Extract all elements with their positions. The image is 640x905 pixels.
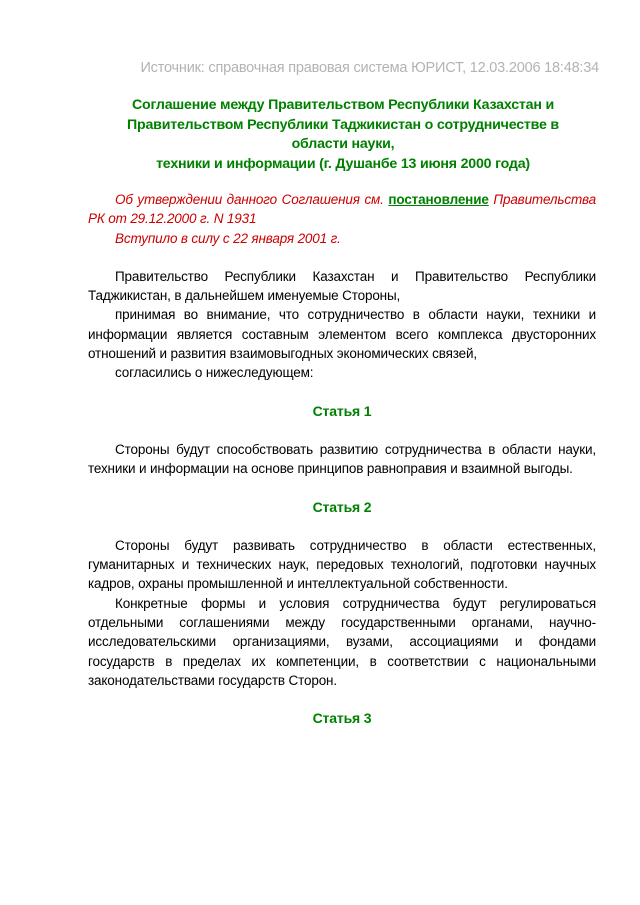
article-paragraph: Стороны будут развивать сотрудничество в области естественных, гуманитарных и технических наук, передовых технологий, подготовки научных кадров, охраны промышленной и интеллектуальной собственности. bbox=[88, 537, 596, 592]
document-body bbox=[88, 190, 596, 729]
title-line: области науки, bbox=[291, 136, 395, 152]
document-title bbox=[88, 96, 598, 174]
approval-note-prefix: Об утверждении данного Соглашения см. bbox=[115, 192, 384, 207]
source-line: Источник: справочная правовая система ЮРИСТ, 12.03.2006 18:48:34 bbox=[140, 60, 599, 76]
preamble-paragraph: Правительство Республики Казахстан и Правительство Республики Таджикистан, в дальнейшем именуемые Стороны, bbox=[88, 268, 596, 304]
effective-date-note: Вступило в силу с 22 января 2001 г. bbox=[115, 230, 341, 246]
preamble-paragraph: принимая во внимание, что сотрудничество в области науки, техники и информации является составным элементом всего комплекса двусторонних отношений и развития взаимовыгодных экономических связей, bbox=[88, 307, 596, 362]
approval-note bbox=[88, 190, 596, 229]
title-line: Правительством Республики Таджикистан о сотрудничестве в bbox=[127, 116, 559, 133]
article-heading: Статья 1 bbox=[312, 402, 372, 419]
article-heading: Статья 3 bbox=[312, 710, 372, 727]
title-line: Соглашение между Правительством Республики Казахстан и bbox=[132, 97, 554, 113]
resolution-link[interactable]: постановление bbox=[388, 192, 489, 207]
approval-note-suffix: Правительства РК от 29.12.2000 г. N 1931 bbox=[88, 192, 597, 227]
article-heading: Статья 2 bbox=[312, 498, 372, 515]
preamble-paragraph: согласились о нижеследующем: bbox=[115, 365, 314, 381]
title-line: техники и информации (г. Душанбе 13 июня 2000 года) bbox=[156, 155, 530, 172]
article-paragraph: Стороны будут способствовать развитию сотрудничества в области науки, техники и информации на основе принципов равноправия и взаимной выгоды. bbox=[88, 441, 596, 477]
article-paragraph: Конкретные формы и условия сотрудничества будут регулироваться отдельными соглашениями между государственными органами, научно-исследовательскими организациями, вузами, ассоциациями и фондами государств в пределах их компетенции, в соответствии с национальными законодательствами государств Сторон. bbox=[88, 595, 596, 688]
